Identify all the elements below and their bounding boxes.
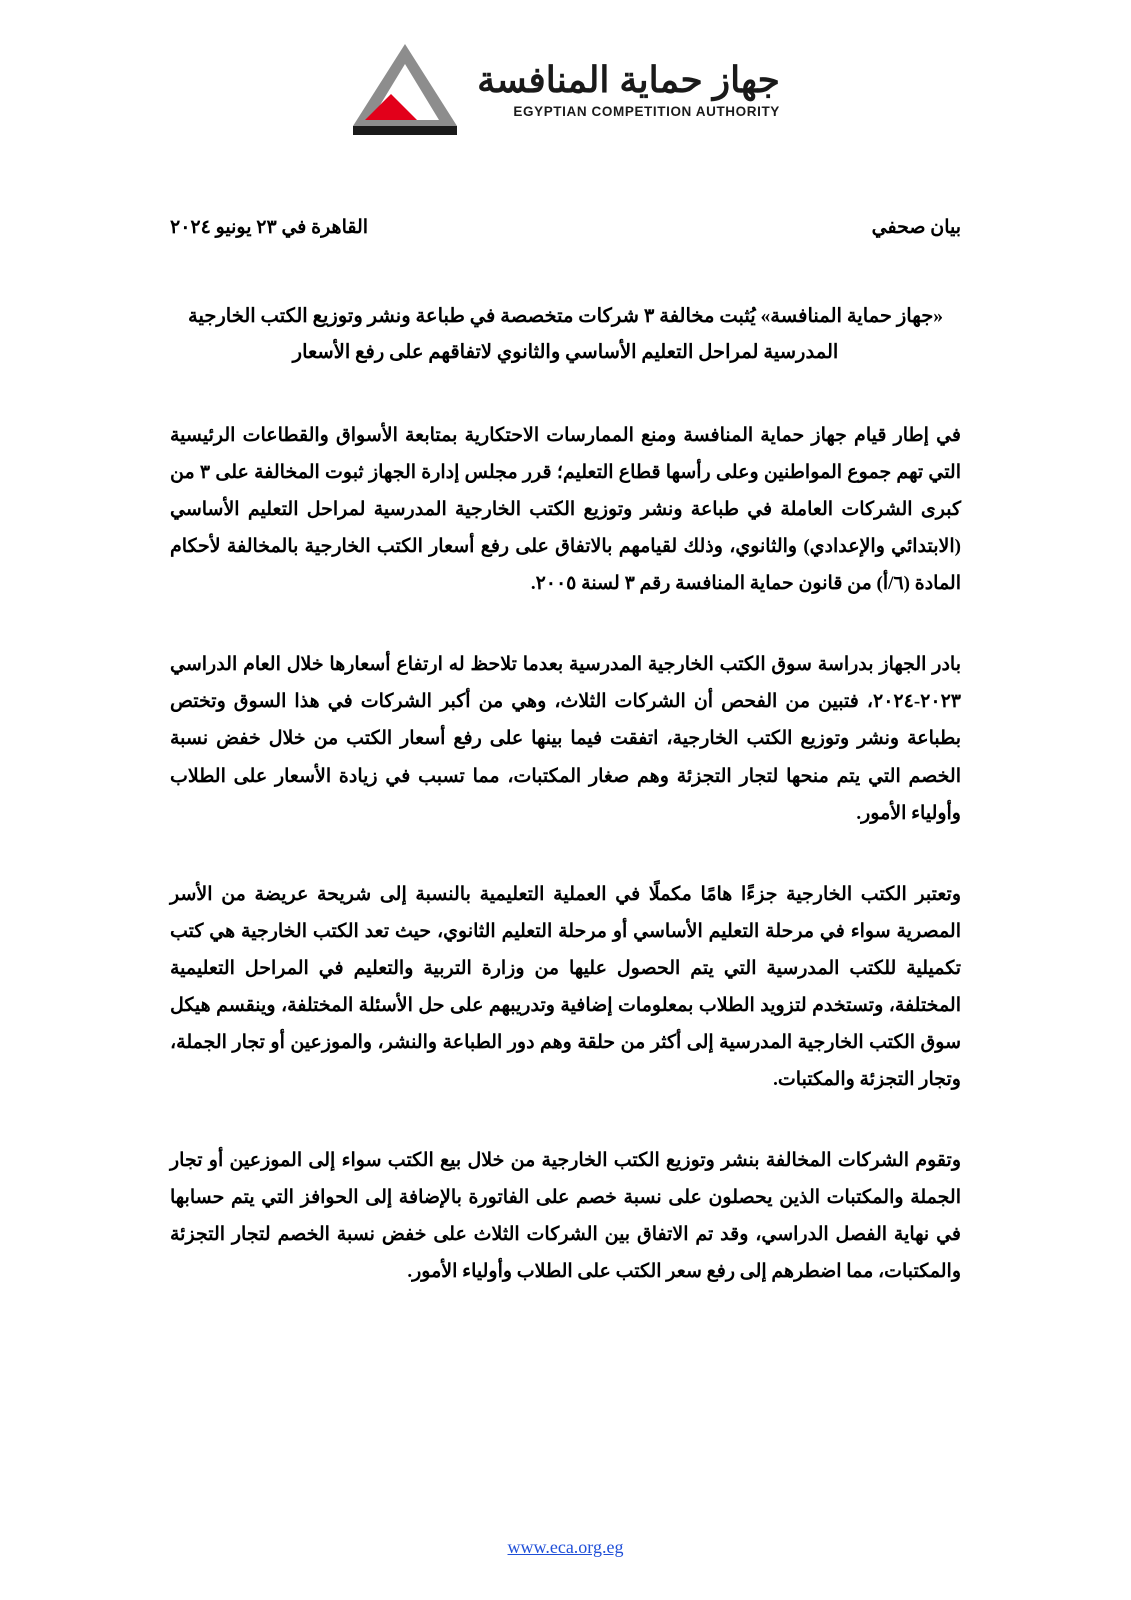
document-date: القاهرة في ٢٣ يونيو ٢٠٢٤ bbox=[170, 217, 369, 238]
paragraph: وتقوم الشركات المخالفة بنشر وتوزيع الكتب الخارجية من خلال بيع الكتب سواء إلى الموزعين أو تجار الجملة والمكتبات الذين يحصلون على نسبة خصم على الفاتورة بالإضافة إلى الحوافز التي يتم حسابها في نهاية الفصل الدراسي، وقد تم الاتفاق بين الشركات الثلاث على خفض نسبة الخصم لتجار التجزئة والمكتبات، مما اضطرهم إلى رفع سعر الكتب على الطلاب وأولياء الأمور. bbox=[170, 1149, 961, 1283]
document-kind: بيان صحفي bbox=[871, 217, 961, 238]
document-body bbox=[170, 417, 961, 1290]
logo-wordmark bbox=[477, 58, 780, 119]
eca-triangle-logo-icon bbox=[351, 42, 459, 138]
letterhead bbox=[170, 0, 961, 144]
paragraph: وتعتبر الكتب الخارجية جزءًا هامًا مكملًا في العملية التعليمية بالنسبة إلى شريحة عريضة من الأسر المصرية سواء في مرحلة التعليم الأساسي أو مرحلة التعليم الثانوي، حيث تعد الكتب الخارجية هي كتب تكميلية للكتب المدرسية التي يتم الحصول عليها من وزارة التربية والتعليم في المراحل التعليمية المختلفة، وتستخدم لتزويد الطلاب بمعلومات إضافية وتدريبهم على حل الأسئلة المختلفة، وينقسم هيكل سوق الكتب الخارجية المدرسية إلى أكثر من حلقة وهم دور الطباعة والنشر، والموزعين أو تجار الجملة، وتجار التجزئة والمكتبات. bbox=[170, 883, 961, 1090]
page-title: «جهاز حماية المنافسة» يُثبت مخالفة ٣ شركات متخصصة في طباعة ونشر وتوزيع الكتب الخارجية المدرسية لمراحل التعليم الأساسي والثانوي لاتفاقهم على رفع الأسعار bbox=[187, 306, 943, 364]
footer bbox=[0, 1537, 1131, 1558]
paragraph: بادر الجهاز بدراسة سوق الكتب الخارجية المدرسية بعدما تلاحظ له ارتفاع أسعارها خلال العام الدراسي ٢٠٢٣-٢٠٢٤، فتبين من الفحص أن الشركات الثلاث، وهي من أكبر الشركات في هذا السوق وتختص بطباعة ونشر وتوزيع الكتب الخارجية، اتفقت فيما بينها على رفع أسعار الكتب من خلال خفض نسبة الخصم التي يتم منحها لتجار التجزئة وهم صغار المكتبات، مما تسبب في زيادة الأسعار على الطلاب وأولياء الأمور. bbox=[170, 654, 961, 824]
logo-english-name: EGYPTIAN COMPETITION AUTHORITY bbox=[513, 103, 780, 119]
website-link[interactable]: www.eca.org.eg bbox=[507, 1537, 624, 1557]
paragraph: في إطار قيام جهاز حماية المنافسة ومنع الممارسات الاحتكارية بمتابعة الأسواق والقطاعات الرئيسية التي تهم جموع المواطنين وعلى رأسها قطاع التعليم؛ قرر مجلس إدارة الجهاز ثبوت المخالفة على ٣ من كبرى الشركات العاملة في طباعة ونشر وتوزيع الكتب الخارجية المدرسية لمراحل التعليم الأساسي (الابتدائي والإعدادي) والثانوي، وذلك لقيامهم بالاتفاق على رفع أسعار الكتب الخارجية بالمخالفة لأحكام المادة (٦/أ) من قانون حماية المنافسة رقم ٣ لسنة ٢٠٠٥. bbox=[170, 425, 962, 595]
document-meta bbox=[170, 216, 961, 239]
logo-arabic-name: جهاز حماية المنافسة bbox=[477, 58, 780, 100]
